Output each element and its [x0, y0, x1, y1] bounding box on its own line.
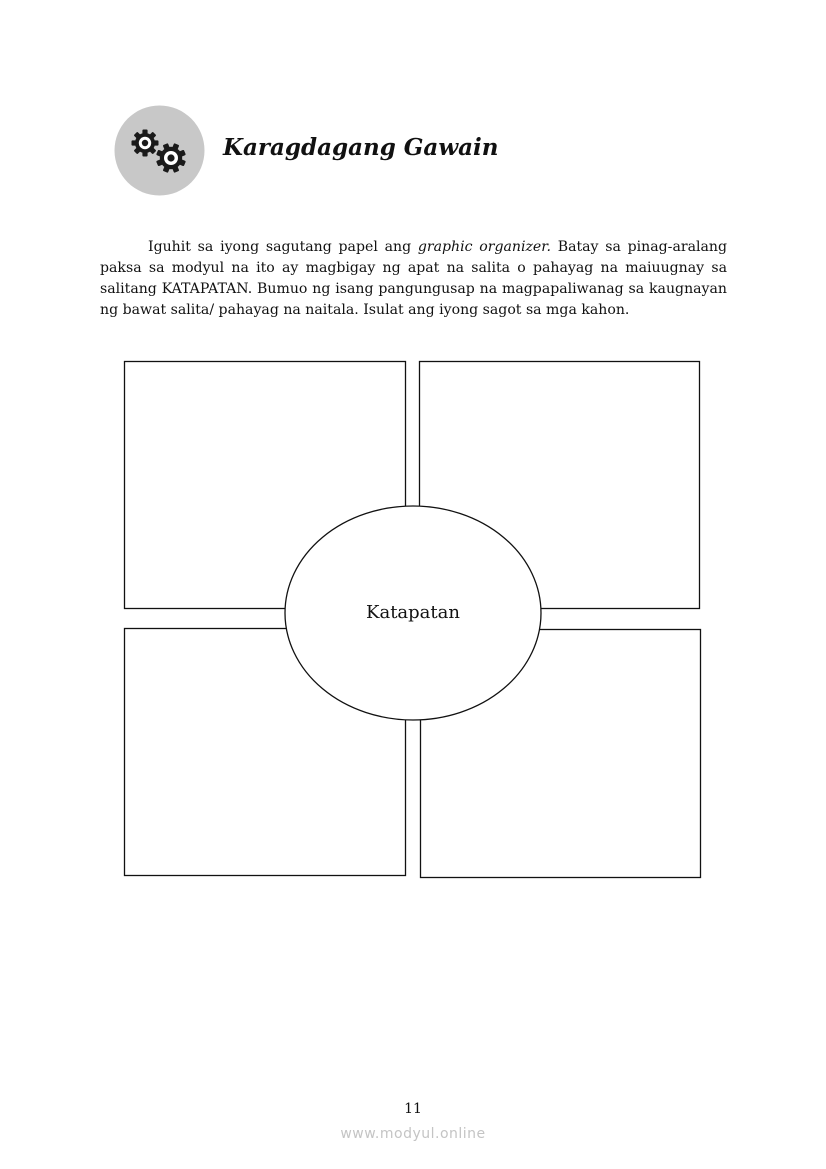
page-number: 11	[404, 1101, 422, 1117]
instructions-text-start: Iguhit sa iyong sagutang papel ang	[148, 239, 418, 255]
instructions-italic-term: graphic organizer.	[417, 239, 551, 255]
center-concept-label: Katapatan	[366, 602, 460, 623]
watermark: www.modyul.online	[340, 1126, 486, 1142]
gears-icon	[114, 105, 205, 196]
instructions-paragraph	[100, 237, 727, 321]
section-title: Karagdagang Gawain	[223, 134, 499, 161]
instructions-text-end: Batay sa pinag-aralang paksa sa modyul na ito ay magbigay ng apat na salita o pahayag na maiuugnay sa salitang KATAPATAN. Bumuo ng isang pangungusap na magpapaliwanag sa kaugnayan ng bawat salita/ pahayag na naitala. Isulat ang iyong sagot sa mga kahon.	[100, 239, 727, 318]
